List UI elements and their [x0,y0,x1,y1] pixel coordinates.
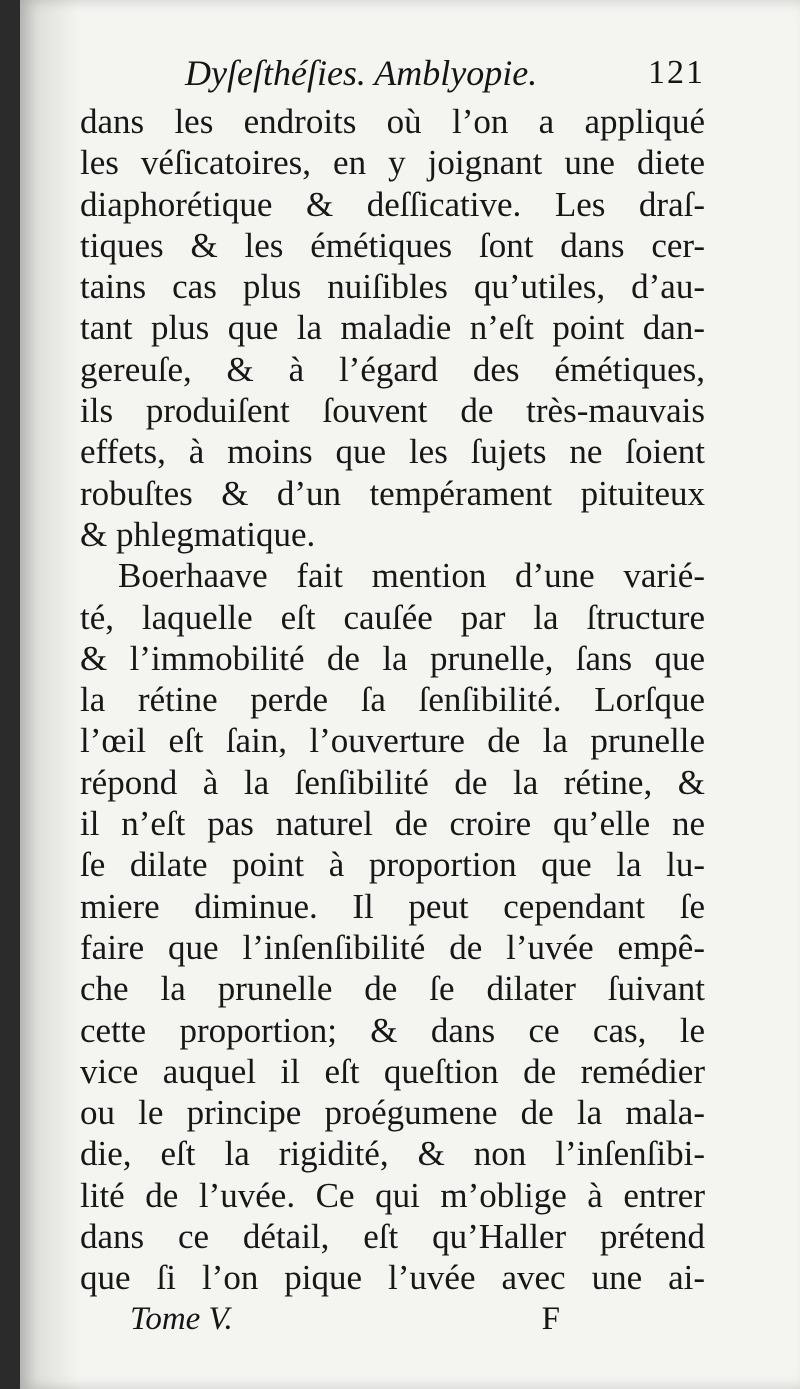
running-title: Dyſeſthéſies. Amblyopie. [185,53,538,93]
text-line: lité de l’uvée. Ce qui m’oblige à entrer [80,1175,705,1215]
text-line: la rétine perde ſa ſenſibilité. Lorſque [80,680,705,720]
text-line: gereuſe, & à l’égard des émétiques, [80,349,705,389]
text-line: vice auquel il eſt queſtion de remédier [80,1051,705,1091]
text-line: robuſtes & d’un tempérament pituiteux [80,473,705,513]
text-line: dans les endroits où l’on a appliqué [80,102,705,141]
text-line: ſe dilate point à proportion que la lu- [80,845,705,885]
paragraph-start-line: Boerhaave fait mention d’une varié- [118,556,705,596]
page-footer [130,1296,560,1342]
text-line: die, eſt la rigidité, & non l’inſenſibi- [80,1134,705,1174]
text-line: il n’eſt pas naturel de croire qu’elle ne [80,804,705,844]
text-line: les véſicatoires, en y joignant une diete [80,143,705,183]
text-line: miere diminue. Il peut cependant ſe [80,886,705,926]
text-line: tains cas plus nuiſibles qu’utiles, d’au- [80,267,705,307]
text-line: & l’immobilité de la prunelle, ſans que [80,638,705,678]
body-text [80,101,705,1299]
book-page [20,0,800,1389]
paragraph-end-line: & phlegmatique. [80,514,316,554]
text-line: diaphorétique & deſſicative. Les draſ- [80,184,705,224]
text-line: que ſi l’on pique l’uvée avec une ai- [80,1258,705,1298]
text-line: répond à la ſenſibilité de la rétine, & [80,762,705,802]
text-line: tant plus que la maladie n’eſt point dan- [80,308,705,348]
text-line: l’œil eſt ſain, l’ouverture de la prunelle [80,721,705,761]
signature-mark: F [541,1301,560,1337]
text-line: dans ce détail, eſt qu’Haller prétend [80,1217,705,1257]
text-line: ils produiſent ſouvent de très-mauvais [80,391,705,431]
text-line: cette proportion; & dans ce cas, le [80,1010,705,1050]
gutter-shadow [20,0,80,1389]
text-line: che la prunelle de ſe dilater ſuivant [80,969,705,1009]
page-header [185,48,705,98]
page-number: 121 [648,54,705,91]
text-line: té, laquelle eſt cauſée par la ſtructure [80,597,705,637]
text-line: ou le principe proégumene de la mala- [80,1093,705,1133]
text-line: faire que l’inſenſibilité de l’uvée empê- [80,927,705,967]
text-line: tiques & les émétiques ſont dans cer- [80,225,705,265]
text-line: effets, à moins que les ſujets ne ſoient [80,432,705,472]
volume-label: Tome V. [130,1301,233,1337]
